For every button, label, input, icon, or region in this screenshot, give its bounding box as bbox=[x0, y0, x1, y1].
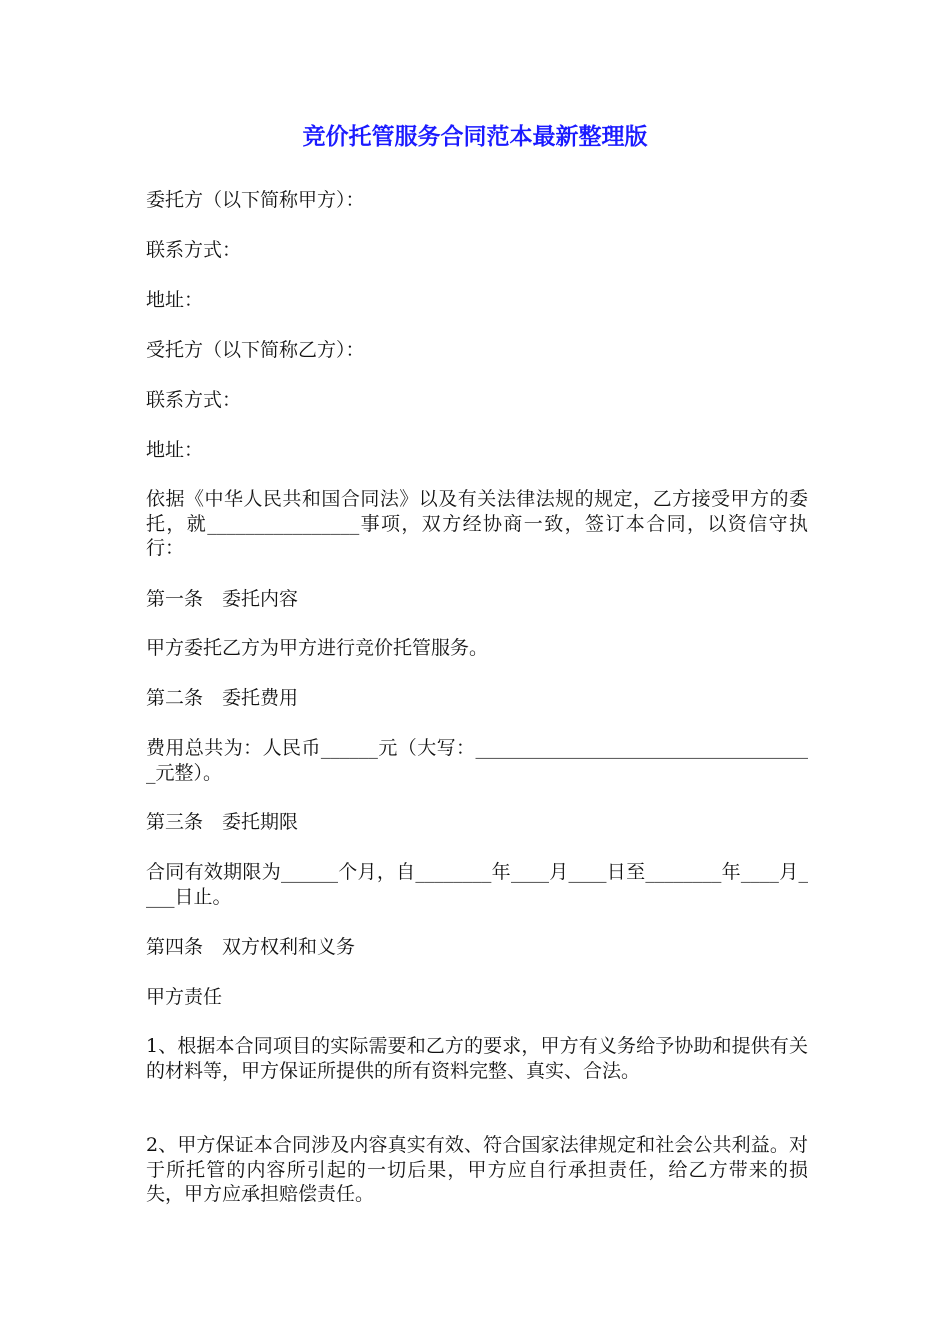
party-a-duty-2: 2、甲方保证本合同涉及内容真实有效、符合国家法律规定和社会公共利益。对于所托管的内容所引起的一切后果，甲方应自行承担责任，给乙方带来的损失，甲方应承担赔偿责任。 bbox=[146, 1134, 808, 1205]
party-a-duty-1: 1、根据本合同项目的实际需要和乙方的要求，甲方有义务给予协助和提供有关的材料等，甲方保证所提供的所有资料完整、真实、合法。 bbox=[146, 1035, 808, 1082]
party-a-address: 地址： bbox=[146, 289, 204, 311]
article-3-body: 合同有效期限为______个月，自________年____月____日至________年____月____日止。 bbox=[146, 861, 808, 908]
party-b-address: 地址： bbox=[146, 439, 204, 461]
party-b-label: 受托方（以下简称乙方）： bbox=[146, 339, 365, 361]
article-1-body: 甲方委托乙方为甲方进行竞价托管服务。 bbox=[146, 637, 489, 659]
party-a-label: 委托方（以下简称甲方）： bbox=[146, 189, 365, 211]
article-4-heading: 第四条 双方权利和义务 bbox=[146, 936, 356, 958]
article-2-heading: 第二条 委托费用 bbox=[146, 687, 299, 709]
article-3-heading: 第三条 委托期限 bbox=[146, 811, 299, 833]
document-title: 竞价托管服务合同范本最新整理版 bbox=[302, 124, 648, 150]
party-b-contact: 联系方式： bbox=[146, 389, 242, 411]
article-1-heading: 第一条 委托内容 bbox=[146, 588, 299, 610]
party-a-contact: 联系方式： bbox=[146, 239, 242, 261]
preamble-paragraph: 依据《中华人民共和国合同法》以及有关法律法规的规定，乙方接受甲方的委托，就________________事项，双方经协商一致，签订本合同，以资信守执行： bbox=[146, 488, 808, 559]
party-a-duties-heading: 甲方责任 bbox=[146, 986, 223, 1008]
article-2-body: 费用总共为：人民币______元（大写：____________________________________元整）。 bbox=[146, 737, 808, 784]
